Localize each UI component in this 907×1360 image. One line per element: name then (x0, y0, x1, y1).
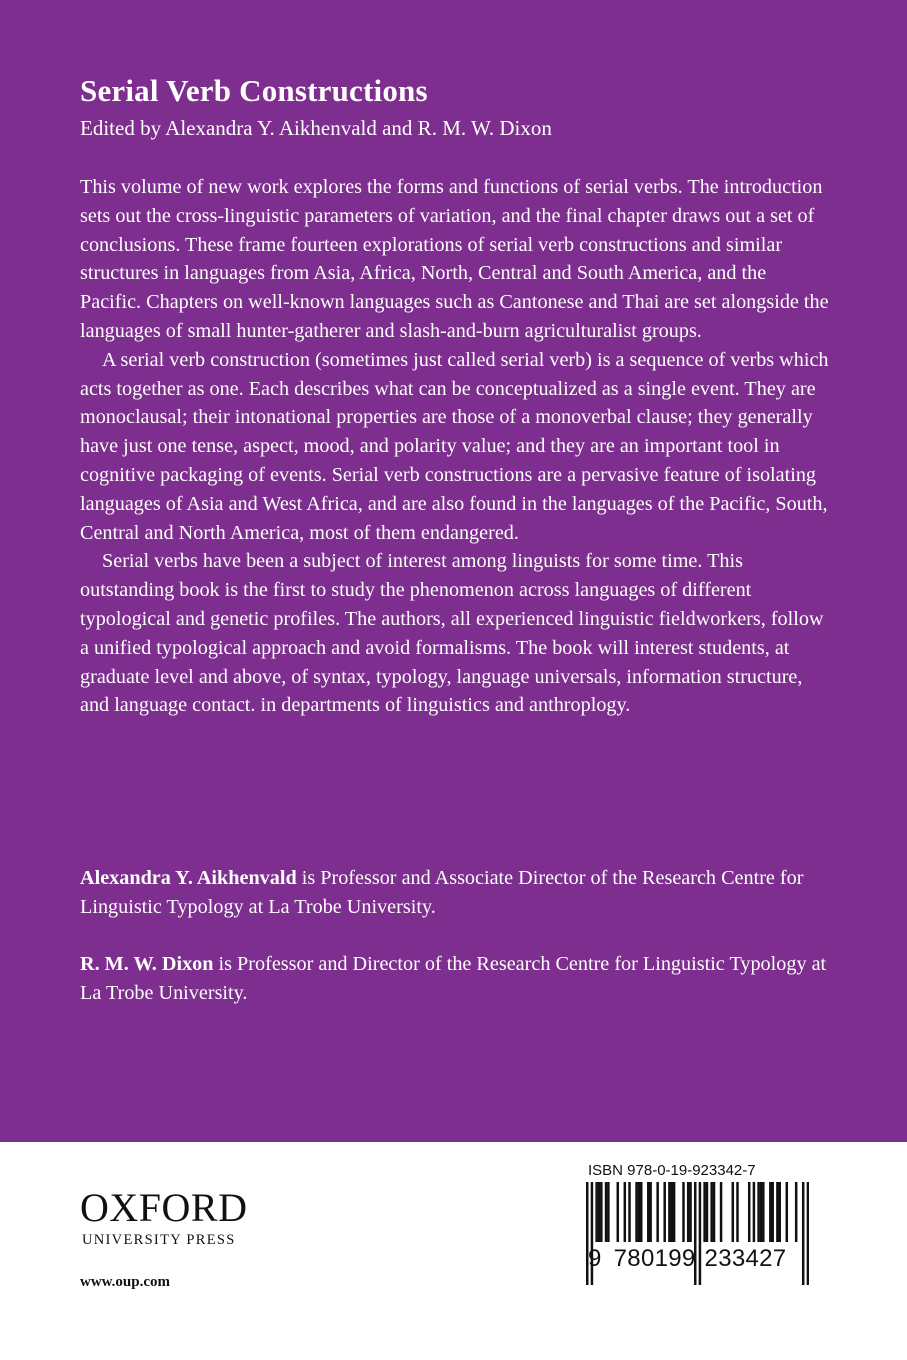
barcode-bar (595, 1182, 598, 1242)
editor-bio-text: is Professor and Associate Director of the Research Centre for Linguistic Typology at La Trobe University. (80, 867, 804, 918)
blurb-paragraph: Serial verbs have been a subject of interest among linguists for some time. This outstanding book is the first to study the phenomenon across languages of different typological and genetic profiles. The authors, all experienced linguistic fieldworkers, follow a unified typological approach and avoid formalisms. The book will interest students, at graduate level and above, of syntax, typology, language universals, information structure, and language contact. in departments of linguistics and anthroplogy. (80, 550, 824, 717)
barcode-bar (762, 1182, 765, 1242)
barcode-bar (617, 1182, 620, 1242)
barcode-bar (682, 1182, 685, 1242)
barcode-bar (753, 1182, 756, 1242)
isbn-label: ISBN 978-0-19-923342-7 (588, 1162, 756, 1179)
barcode-bar (647, 1182, 650, 1242)
barcode-bar (689, 1182, 692, 1242)
barcode-bar (736, 1182, 739, 1242)
barcode-bar (687, 1182, 690, 1242)
barcode-bar (732, 1182, 735, 1242)
barcode-digits-right: 233427 (704, 1245, 787, 1272)
barcode-bar (663, 1182, 666, 1242)
barcode-bar (795, 1182, 798, 1242)
barcode-bar (668, 1182, 671, 1242)
barcode-bar (607, 1182, 610, 1242)
barcode-bar (748, 1182, 751, 1242)
barcode-bar (771, 1182, 774, 1242)
barcode-bar (703, 1182, 706, 1242)
editor-bio-aikhenvald (80, 864, 830, 921)
barcode-bar (598, 1182, 601, 1242)
barcode-bar (638, 1182, 641, 1242)
editor-name: Alexandra Y. Aikhenvald (80, 867, 297, 889)
barcode-bar (706, 1182, 709, 1242)
barcode-bar (640, 1182, 643, 1242)
book-blurb (80, 173, 830, 720)
publisher-logo-name: OXFORD (80, 1185, 248, 1230)
publisher-logo-subtitle: UNIVERSITY PRESS (82, 1232, 236, 1248)
editor-bio-dixon (80, 950, 830, 1007)
back-cover-footer (0, 1142, 907, 1360)
barcode-bar (628, 1182, 631, 1242)
barcode-bar (786, 1182, 789, 1242)
barcode-bar (807, 1182, 809, 1285)
barcode-bar (649, 1182, 652, 1242)
editor-name: R. M. W. Dixon (80, 953, 214, 975)
barcode-bar (624, 1182, 627, 1242)
barcode-bar (769, 1182, 772, 1242)
barcode-digits-left: 780199 (613, 1245, 696, 1272)
barcode-bar (778, 1182, 781, 1242)
barcode-digit-prefix: 9 (588, 1245, 602, 1272)
editor-bio-text: is Professor and Director of the Research Centre for Linguistic Typology at La Trobe University. (80, 953, 827, 1004)
barcode-bar (600, 1182, 603, 1242)
barcode-bar (776, 1182, 779, 1242)
blurb-paragraph: A serial verb construction (sometimes just called serial verb) is a sequence of verbs which acts together as one. Each describes what can be conceptualized as a single event. They are monoclausal; their intonational properties are those of a monoverbal clause; they generally have just one tense, aspect, mood, and polarity value; and they are an important tool in cognitive packaging of events. Serial verb constructions are a pervasive feature of isolating languages of Asia and West Africa, and are also found in the languages of the Pacific, South, Central and North America, most of them endangered. (80, 348, 829, 544)
barcode-bar (671, 1182, 674, 1242)
publisher-website: www.oup.com (80, 1274, 171, 1290)
barcode-digits (588, 1245, 786, 1273)
barcode-bar (802, 1182, 805, 1285)
barcode-bar (605, 1182, 608, 1242)
barcode-bar (656, 1182, 659, 1242)
barcode-bar (760, 1182, 763, 1242)
blurb-paragraph: This volume of new work explores the forms and functions of serial verbs. The introduction sets out the cross-linguistic parameters of variation, and the final chapter draws out a set of conclusions. These frame fourteen explorations of serial verb constructions and similar structures in languages from Asia, Africa, North, Central and South America, and the Pacific. Chapters on well-known languages such as Cantonese and Thai are set alongside the languages of small hunter-gatherer and slash-and-burn agriculturalist groups. (80, 176, 829, 342)
barcode-bar (635, 1182, 638, 1242)
book-title: Serial Verb Constructions (80, 73, 428, 108)
barcode-bar (713, 1182, 716, 1242)
barcode-bar (673, 1182, 676, 1242)
book-editors: Edited by Alexandra Y. Aikhenvald and R. M. W. Dixon (80, 116, 552, 140)
barcode-bar (720, 1182, 723, 1242)
barcode-bar (757, 1182, 760, 1242)
barcode-bar (710, 1182, 713, 1242)
